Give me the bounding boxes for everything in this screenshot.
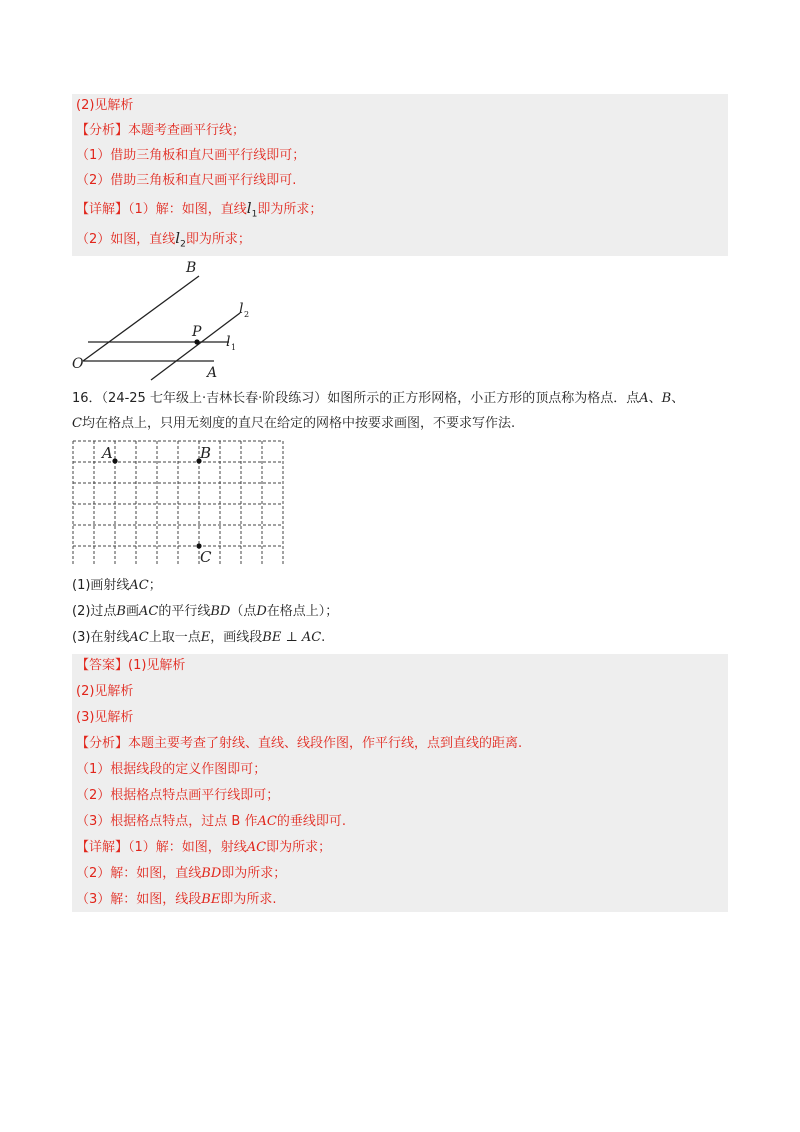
label-P: P xyxy=(192,324,202,340)
var-AC: AC xyxy=(129,578,149,593)
var-AC: AC xyxy=(139,604,159,619)
var-BE: BE xyxy=(201,892,221,907)
answer-1 xyxy=(76,656,185,676)
parallel-lines-figure xyxy=(66,256,266,386)
sub-text: ，画线段 xyxy=(210,630,263,645)
var-AC: AC xyxy=(246,840,267,855)
grid-label-C: C xyxy=(200,548,212,566)
question-text: 均在格点上，只用无刻度的直尺在给定的网格中按要求画图，不要求写作法. xyxy=(81,416,516,431)
ray-OB xyxy=(83,276,199,361)
sub-text: (3)在射线 xyxy=(72,630,130,645)
sub-text: 画 xyxy=(125,604,139,619)
answer-2 xyxy=(76,682,133,702)
step-text: （3）根据格点特点，过点 B 作 xyxy=(76,814,258,829)
var-C: C xyxy=(72,416,82,431)
label-l1-sub: 1 xyxy=(231,343,237,352)
analysis-step-2 xyxy=(76,171,296,191)
var-E: E xyxy=(200,630,211,645)
subscript: 2 xyxy=(180,239,186,250)
detail-text: 即为所求； xyxy=(221,866,287,881)
detail-line-3 xyxy=(76,890,276,910)
separator: 、 xyxy=(648,391,662,406)
sub-text: (2)过点 xyxy=(72,604,117,619)
question-16-line-1 xyxy=(72,389,684,409)
step-text: （2）借助三角板和直尺画平行线即可. xyxy=(76,173,297,188)
var-A: A xyxy=(639,391,649,406)
answer-text: (2)见解析 xyxy=(76,684,134,699)
sub-question-1 xyxy=(72,576,162,596)
var-l: l xyxy=(175,229,181,247)
detail-text: （2）如图，直线 xyxy=(76,232,176,247)
var-AC: AC xyxy=(257,814,277,829)
detail-text: （2）解：如图，直线 xyxy=(76,866,202,881)
square-grid-figure xyxy=(72,440,286,566)
step-text: （1）借助三角板和直尺画平行线即可； xyxy=(76,148,306,163)
question-16-line-2 xyxy=(72,414,515,434)
detail-text: 即为所求； xyxy=(257,202,323,217)
var-BD: BD xyxy=(210,604,231,619)
step-text: （2）根据格点特点画平行线即可； xyxy=(76,788,280,803)
sub-text: 的平行线 xyxy=(158,604,211,619)
answer-text: (3)见解析 xyxy=(76,710,134,725)
sub-text: 上取一点 xyxy=(148,630,201,645)
sub-question-3 xyxy=(72,628,325,648)
var-AC: AC xyxy=(129,630,149,645)
step-text: （1）根据线段的定义作图即可； xyxy=(76,762,267,777)
label-B: B xyxy=(186,260,197,276)
detail-text: 【详解】（1）解：如图，射线 xyxy=(76,840,247,855)
label-A: A xyxy=(207,365,218,381)
analysis-line xyxy=(76,734,522,754)
sub-question-2 xyxy=(72,602,338,622)
sub-text: 在格点上）； xyxy=(266,604,339,619)
label-O: O xyxy=(72,356,84,372)
detail-line-2 xyxy=(76,864,286,884)
analysis-step-3 xyxy=(76,812,346,832)
analysis-step-1 xyxy=(76,146,305,166)
detail-text: （3）解：如图，线段 xyxy=(76,892,202,907)
point-P xyxy=(194,339,199,344)
detail-line-1 xyxy=(76,198,322,225)
analysis-text: 【分析】本题考查画平行线； xyxy=(76,123,246,138)
label-l2-sub: 2 xyxy=(244,310,250,319)
var-B: B xyxy=(661,391,672,406)
grid-label-B: B xyxy=(200,444,212,462)
analysis-line xyxy=(76,121,245,141)
grid-label-A: A xyxy=(102,444,113,462)
var-B: B xyxy=(116,604,126,619)
detail-text: 即为所求； xyxy=(185,232,251,247)
detail-text: 【详解】（1）解：如图，直线 xyxy=(76,202,247,217)
var-D: D xyxy=(256,604,267,619)
subscript: 1 xyxy=(251,209,258,220)
label-l1: l xyxy=(226,334,231,350)
analysis-step-1 xyxy=(76,760,266,780)
question-text: 16．（24-25 七年级上·吉林长春·阶段练习）如图所示的正方形网格，小正方形的顶点称为格点．点 xyxy=(72,391,640,406)
answer-3 xyxy=(76,708,133,728)
detail-text: 即为所求； xyxy=(266,840,332,855)
answer-text: (2)见解析 xyxy=(76,98,134,113)
var-l: l xyxy=(246,199,252,217)
sub-text: ； xyxy=(148,578,162,593)
step-text: 的垂线即可. xyxy=(276,814,346,829)
analysis-text: 【分析】本题主要考查了射线、直线、线段作图，作平行线，点到直线的距离. xyxy=(76,736,523,751)
detail-line-2 xyxy=(76,228,251,255)
var-BD: BD xyxy=(201,866,222,881)
answer-line xyxy=(76,96,133,116)
detail-text: 即为所求. xyxy=(220,892,277,907)
sub-text: (1)画射线 xyxy=(72,578,130,593)
sub-text: （点 xyxy=(230,604,257,619)
var-BE-perp-AC: BE ⊥ AC xyxy=(262,630,322,645)
detail-line-1 xyxy=(76,838,331,858)
separator: 、 xyxy=(671,391,685,406)
analysis-step-2 xyxy=(76,786,279,806)
sub-text: . xyxy=(321,630,326,645)
point-A xyxy=(112,458,117,463)
answer-text: 【答案】(1)见解析 xyxy=(76,658,186,673)
label-l2: l xyxy=(239,301,244,317)
